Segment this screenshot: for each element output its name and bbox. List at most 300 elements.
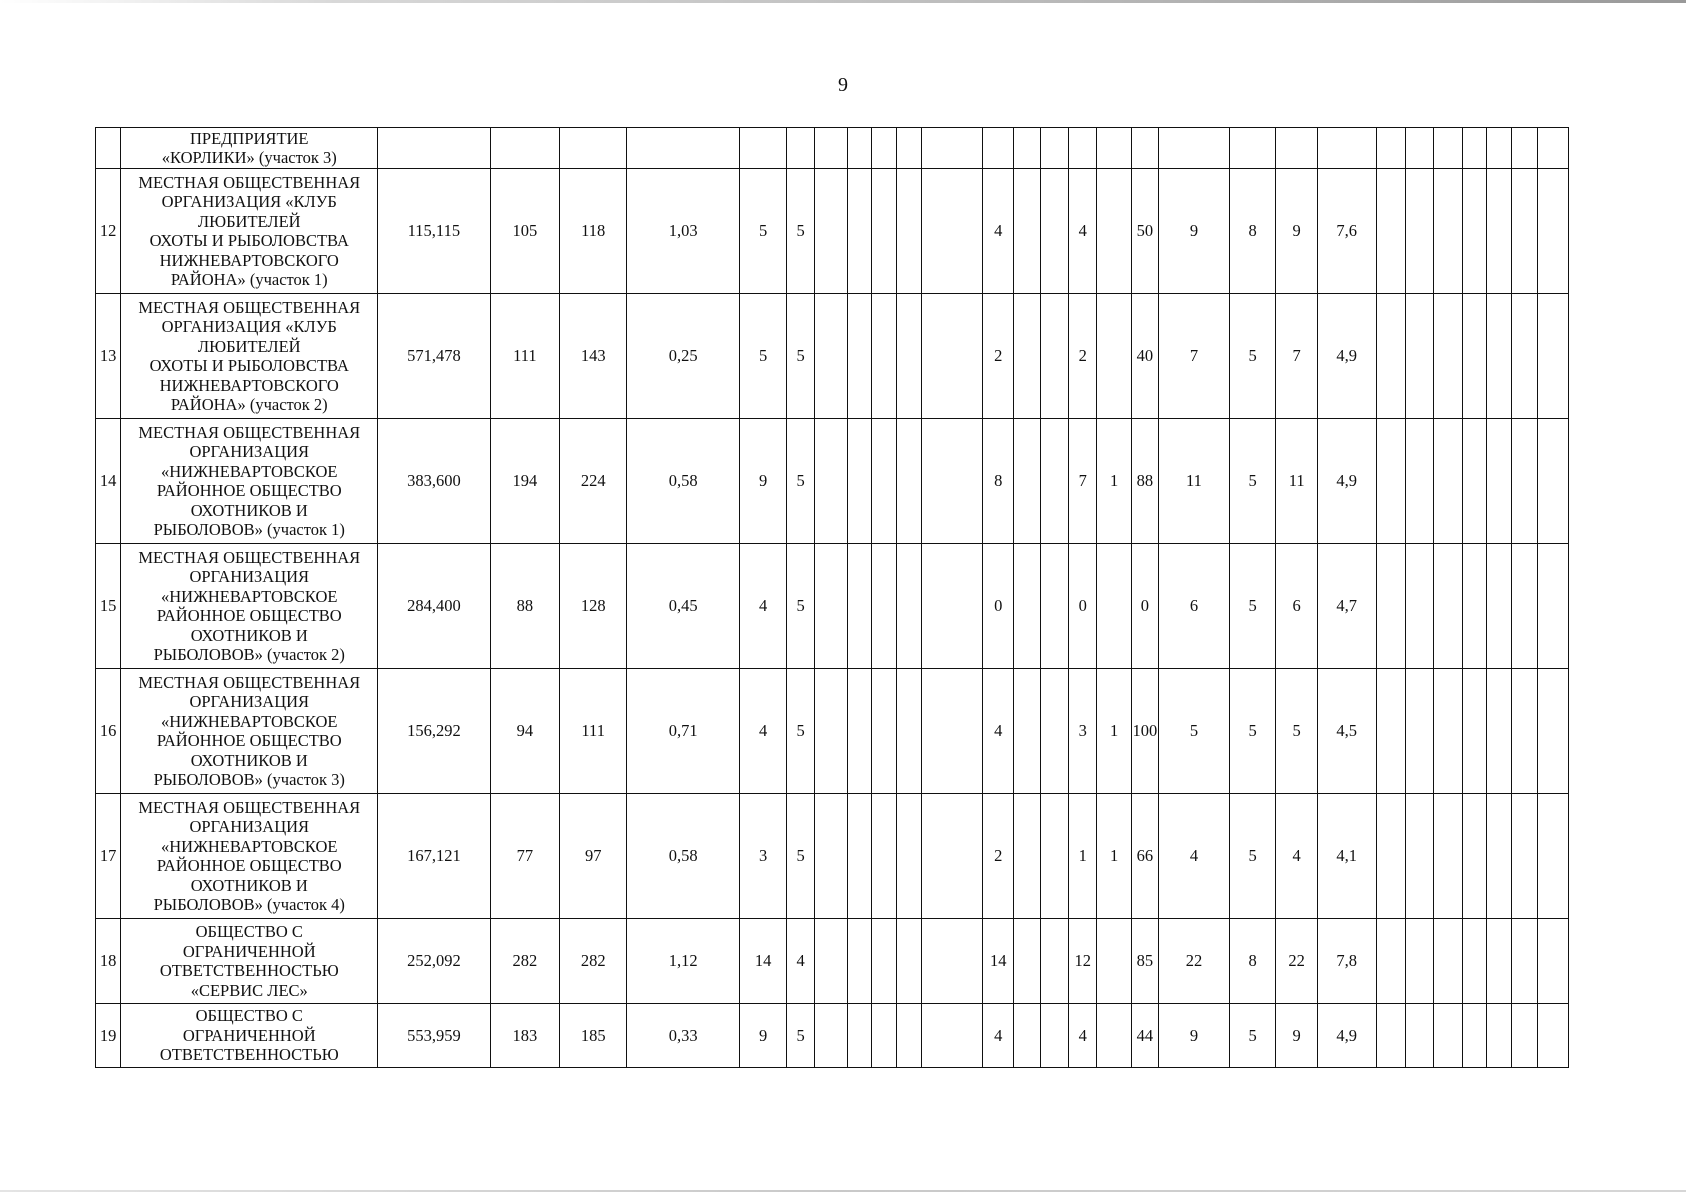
table-cell (1376, 169, 1405, 294)
table-cell (847, 1004, 871, 1068)
table-cell: 4,9 (1317, 294, 1376, 419)
table-cell: 5 (1229, 669, 1276, 794)
table-cell (1434, 919, 1462, 1004)
table-cell: 5 (1229, 794, 1276, 919)
table-cell (1376, 919, 1405, 1004)
table-cell: 4 (1069, 1004, 1097, 1068)
table-cell (897, 169, 922, 294)
table-cell: 7,6 (1317, 169, 1376, 294)
table-cell (1434, 669, 1462, 794)
table-cell: 9 (1159, 1004, 1230, 1068)
table-cell (1040, 669, 1068, 794)
table-cell (1097, 1004, 1131, 1068)
table-cell (1462, 419, 1486, 544)
table-cell (983, 128, 1014, 169)
organization-name-line: «КОРЛИКИ» (участок 3) (161, 148, 337, 167)
organization-name-line: ОРГАНИЗАЦИЯ «КЛУБ (161, 192, 337, 211)
organization-name-line: РАЙОНА» (участок 1) (170, 270, 328, 289)
table-cell: 143 (560, 294, 627, 419)
organization-name (121, 544, 378, 669)
organization-name-line: РАЙОННОЕ ОБЩЕСТВО (156, 731, 342, 750)
table-cell (1434, 294, 1462, 419)
table-cell: 5 (1229, 1004, 1276, 1068)
table-cell (490, 128, 560, 169)
table-cell: 0 (983, 544, 1014, 669)
table-cell (1405, 919, 1433, 1004)
table-cell: 5 (786, 1004, 814, 1068)
table-cell (1405, 294, 1433, 419)
table-cell (847, 128, 871, 169)
table-cell (560, 128, 627, 169)
table-cell (1014, 794, 1040, 919)
table-row (96, 169, 1569, 294)
table-row (96, 919, 1569, 1004)
table-cell (1405, 669, 1433, 794)
table-cell (1014, 128, 1040, 169)
organization-name-line: РАЙОНА» (участок 2) (170, 395, 328, 414)
table-cell (1462, 544, 1486, 669)
table-cell (815, 169, 847, 294)
table-cell (786, 128, 814, 169)
table-cell (1538, 1004, 1569, 1068)
table-cell: 4 (983, 1004, 1014, 1068)
table-cell: 5 (786, 544, 814, 669)
organization-name-line: РАЙОННОЕ ОБЩЕСТВО (156, 481, 342, 500)
table-cell: 9 (1159, 169, 1230, 294)
table-cell: 100 (1131, 669, 1158, 794)
organization-name-line: ОРГАНИЗАЦИЯ (189, 567, 310, 586)
table-cell: 185 (560, 1004, 627, 1068)
table-cell (897, 294, 922, 419)
table-cell: 252,092 (378, 919, 490, 1004)
table-cell (922, 669, 983, 794)
table-cell (871, 919, 896, 1004)
table-cell (1538, 294, 1569, 419)
organization-name-line: «НИЖНЕВАРТОВСКОЕ (161, 461, 338, 481)
table-cell (1486, 919, 1511, 1004)
table-cell: 183 (490, 1004, 560, 1068)
table-cell (1512, 669, 1538, 794)
organization-name-line: НИЖНЕВАРТОВСКОГО (159, 375, 339, 395)
table-cell: 97 (560, 794, 627, 919)
table-row (96, 128, 1569, 169)
table-cell (1462, 794, 1486, 919)
table-cell: 94 (490, 669, 560, 794)
table-cell: 0,71 (627, 669, 740, 794)
table-cell: 85 (1131, 919, 1158, 1004)
organization-name-line: МЕСТНАЯ ОБЩЕСТВЕННАЯ (138, 797, 361, 817)
organization-name-line: РАЙОННОЕ ОБЩЕСТВО (156, 606, 342, 625)
organization-name-line: ЛЮБИТЕЛЕЙ (197, 211, 301, 231)
organization-name-line: НИЖНЕВАРТОВСКОГО (159, 250, 339, 270)
table-cell: 553,959 (378, 1004, 490, 1068)
table-cell: 6 (1159, 544, 1230, 669)
table-cell (897, 919, 922, 1004)
table-cell (1538, 669, 1569, 794)
table-cell (1512, 419, 1538, 544)
table-cell (1434, 419, 1462, 544)
organization-name-line: МЕСТНАЯ ОБЩЕСТВЕННАЯ (138, 297, 361, 317)
table-row (96, 669, 1569, 794)
table-cell (847, 169, 871, 294)
table-cell: 128 (560, 544, 627, 669)
table-cell: 40 (1131, 294, 1158, 419)
table-row (96, 1004, 1569, 1068)
table-cell: 4,9 (1317, 419, 1376, 544)
table-cell (922, 294, 983, 419)
table-cell: 0 (1131, 544, 1158, 669)
table-cell: 1 (1097, 794, 1131, 919)
table-cell: 66 (1131, 794, 1158, 919)
table-cell: 7 (1276, 294, 1317, 419)
organization-name-line: МЕСТНАЯ ОБЩЕСТВЕННАЯ (138, 672, 361, 692)
table-cell (1405, 794, 1433, 919)
table-cell (1376, 544, 1405, 669)
table-cell: 88 (1131, 419, 1158, 544)
table-cell (1538, 544, 1569, 669)
table-cell (1538, 169, 1569, 294)
table-cell (1512, 1004, 1538, 1068)
table-row (96, 419, 1569, 544)
table-cell (815, 128, 847, 169)
table-cell: 5 (786, 419, 814, 544)
organization-name-line: ОХОТНИКОВ И (190, 875, 308, 895)
table-cell: 11 (1276, 419, 1317, 544)
table-cell (1486, 544, 1511, 669)
table-cell (1014, 669, 1040, 794)
table-cell: 50 (1131, 169, 1158, 294)
table-cell (1317, 128, 1376, 169)
table-cell (1040, 128, 1068, 169)
organization-name-line: ОРГАНИЗАЦИЯ (189, 817, 310, 836)
table-cell: 383,600 (378, 419, 490, 544)
table-cell (1014, 419, 1040, 544)
table-cell (1486, 294, 1511, 419)
table-cell (1434, 794, 1462, 919)
table-cell: 4 (1276, 794, 1317, 919)
organization-name-line: ОХОТНИКОВ И (190, 500, 308, 520)
table-cell (922, 919, 983, 1004)
table-cell: 571,478 (378, 294, 490, 419)
organization-name-line: МЕСТНАЯ ОБЩЕСТВЕННАЯ (138, 547, 361, 567)
table-cell: 282 (490, 919, 560, 1004)
table-cell (1405, 1004, 1433, 1068)
table-cell (1276, 128, 1317, 169)
table-cell: 12 (1069, 919, 1097, 1004)
table-cell: 5 (740, 294, 787, 419)
organization-name-line: ОХОТНИКОВ И (190, 625, 308, 645)
table-cell (1376, 1004, 1405, 1068)
table-cell (378, 128, 490, 169)
table-cell (1512, 919, 1538, 1004)
table-cell: 4,7 (1317, 544, 1376, 669)
table-cell (1159, 128, 1230, 169)
table-cell: 5 (786, 669, 814, 794)
table-cell (1538, 128, 1569, 169)
organization-name-line: РЫБОЛОВОВ» (участок 2) (153, 645, 345, 664)
organization-name-line: МЕСТНАЯ ОБЩЕСТВЕННАЯ (138, 422, 361, 442)
row-number: 14 (96, 419, 121, 544)
table-cell (1462, 294, 1486, 419)
table-cell: 1 (1069, 794, 1097, 919)
organization-name (121, 669, 378, 794)
table-cell (1538, 919, 1569, 1004)
table-cell (847, 294, 871, 419)
organization-name-line: «НИЖНЕВАРТОВСКОЕ (161, 586, 338, 606)
table-cell: 2 (983, 794, 1014, 919)
table-cell: 77 (490, 794, 560, 919)
organization-name-line: ОТВЕТСТВЕННОСТЬЮ (159, 961, 339, 980)
table-cell (1512, 169, 1538, 294)
table-cell (871, 294, 896, 419)
table-cell (897, 544, 922, 669)
organization-name-line: ОХОТЫ И РЫБОЛОВСТВА (149, 356, 349, 375)
table-cell: 5 (1229, 544, 1276, 669)
table-cell: 7 (1159, 294, 1230, 419)
table-cell (1376, 419, 1405, 544)
table-cell (1376, 669, 1405, 794)
table-cell (1405, 544, 1433, 669)
table-cell (815, 544, 847, 669)
row-number: 19 (96, 1004, 121, 1068)
table-cell (1486, 169, 1511, 294)
table-cell: 5 (786, 169, 814, 294)
table-cell: 9 (1276, 1004, 1317, 1068)
table-cell (1486, 669, 1511, 794)
table-cell: 5 (786, 794, 814, 919)
table-cell: 14 (740, 919, 787, 1004)
table-cell: 11 (1159, 419, 1230, 544)
organization-name-line: ОХОТЫ И РЫБОЛОВСТВА (149, 231, 349, 250)
row-number: 15 (96, 544, 121, 669)
table-cell (922, 128, 983, 169)
table-cell (1434, 128, 1462, 169)
table-cell (1512, 794, 1538, 919)
organization-name (121, 919, 378, 1004)
table-cell: 8 (1229, 919, 1276, 1004)
organization-name (121, 128, 378, 169)
table-cell: 5 (1159, 669, 1230, 794)
organization-name-line: ОБЩЕСТВО С (195, 1006, 303, 1026)
table-cell (1040, 919, 1068, 1004)
table-cell (1040, 794, 1068, 919)
table-cell (1462, 919, 1486, 1004)
table-cell: 105 (490, 169, 560, 294)
organization-name (121, 169, 378, 294)
table-cell: 0,25 (627, 294, 740, 419)
table-cell (1097, 128, 1131, 169)
table-cell (815, 669, 847, 794)
table-cell (847, 419, 871, 544)
table-cell: 1 (1097, 669, 1131, 794)
table-cell (897, 419, 922, 544)
organization-name-line: ОГРАНИЧЕННОЙ (182, 941, 316, 961)
table-row (96, 794, 1569, 919)
table-cell: 4 (786, 919, 814, 1004)
table-cell: 22 (1159, 919, 1230, 1004)
organization-name-line: РЫБОЛОВОВ» (участок 3) (153, 770, 345, 789)
organization-name-line: ЛЮБИТЕЛЕЙ (197, 336, 301, 356)
table-cell: 4 (983, 169, 1014, 294)
table-cell: 3 (1069, 669, 1097, 794)
table-cell (1040, 1004, 1068, 1068)
table-cell (1040, 169, 1068, 294)
table-row (96, 294, 1569, 419)
table-row (96, 544, 1569, 669)
table-cell (1131, 128, 1158, 169)
table-cell (627, 128, 740, 169)
table-cell (922, 169, 983, 294)
organization-name-line: «СЕРВИС ЛЕС» (190, 980, 308, 1000)
table-cell (871, 794, 896, 919)
table-cell: 1 (1097, 419, 1131, 544)
table-cell: 4,9 (1317, 1004, 1376, 1068)
table-cell (871, 419, 896, 544)
organization-name (121, 419, 378, 544)
table-cell: 194 (490, 419, 560, 544)
table-cell: 7 (1069, 419, 1097, 544)
table-cell: 0 (1069, 544, 1097, 669)
table-cell (1014, 169, 1040, 294)
table-cell: 111 (560, 669, 627, 794)
row-number (96, 128, 121, 169)
table-cell (897, 128, 922, 169)
table-cell (922, 1004, 983, 1068)
table-cell: 22 (1276, 919, 1317, 1004)
organization-name-line: МЕСТНАЯ ОБЩЕСТВЕННАЯ (138, 172, 361, 192)
table-cell (1462, 169, 1486, 294)
table-cell: 2 (983, 294, 1014, 419)
table-cell (1097, 544, 1131, 669)
table-cell (1462, 669, 1486, 794)
table-cell (1434, 1004, 1462, 1068)
table-cell: 3 (740, 794, 787, 919)
table-cell (847, 919, 871, 1004)
table-cell (1097, 919, 1131, 1004)
table-cell (1405, 419, 1433, 544)
table-cell (1405, 128, 1433, 169)
table-cell: 115,115 (378, 169, 490, 294)
table-cell (815, 419, 847, 544)
table-cell: 0,58 (627, 419, 740, 544)
table-cell: 282 (560, 919, 627, 1004)
table-cell (1486, 794, 1511, 919)
table-cell (897, 1004, 922, 1068)
organization-name-line: ОРГАНИЗАЦИЯ (189, 442, 310, 461)
organization-name-line: ОГРАНИЧЕННОЙ (182, 1025, 316, 1045)
table-cell: 7,8 (1317, 919, 1376, 1004)
organization-name-line: ОХОТНИКОВ И (190, 750, 308, 770)
table-cell (1486, 419, 1511, 544)
table-cell: 5 (1276, 669, 1317, 794)
table-cell: 9 (1276, 169, 1317, 294)
table-cell (1538, 419, 1569, 544)
row-number: 18 (96, 919, 121, 1004)
table-cell: 4 (983, 669, 1014, 794)
organization-name (121, 294, 378, 419)
table-cell (1376, 128, 1405, 169)
table-cell (847, 794, 871, 919)
table-cell: 1,03 (627, 169, 740, 294)
table-cell: 4 (1159, 794, 1230, 919)
page-number: 9 (838, 74, 848, 96)
table-cell (1512, 544, 1538, 669)
table-cell (1405, 169, 1433, 294)
table-cell (1014, 1004, 1040, 1068)
table-cell (847, 544, 871, 669)
table-cell (1512, 128, 1538, 169)
table-cell (922, 544, 983, 669)
table-cell: 156,292 (378, 669, 490, 794)
table-cell (922, 794, 983, 919)
table-cell: 4 (740, 669, 787, 794)
table-cell: 4,1 (1317, 794, 1376, 919)
table-cell: 118 (560, 169, 627, 294)
hunting-grounds-table (95, 127, 1569, 1068)
table-cell (871, 669, 896, 794)
table-cell (1434, 544, 1462, 669)
table-cell (1434, 169, 1462, 294)
table-cell (897, 669, 922, 794)
table-cell (1486, 1004, 1511, 1068)
organization-name-line: ОТВЕТСТВЕННОСТЬЮ (159, 1045, 339, 1065)
table-cell (1486, 128, 1511, 169)
table-cell: 14 (983, 919, 1014, 1004)
organization-name (121, 794, 378, 919)
table-cell (740, 128, 787, 169)
table-cell: 8 (1229, 169, 1276, 294)
table-cell: 2 (1069, 294, 1097, 419)
row-number: 12 (96, 169, 121, 294)
row-number: 16 (96, 669, 121, 794)
table-cell: 4,5 (1317, 669, 1376, 794)
table-cell: 88 (490, 544, 560, 669)
table-cell (1040, 419, 1068, 544)
organization-name-line: «НИЖНЕВАРТОВСКОЕ (161, 836, 338, 856)
table-cell: 1,12 (627, 919, 740, 1004)
table-cell (1229, 128, 1276, 169)
table-cell (871, 169, 896, 294)
table-cell (1069, 128, 1097, 169)
table-cell: 6 (1276, 544, 1317, 669)
row-number: 13 (96, 294, 121, 419)
table-cell (1376, 294, 1405, 419)
table-cell (815, 294, 847, 419)
table-cell: 4 (740, 544, 787, 669)
scan-top-edge (0, 0, 1686, 3)
table-cell (1462, 1004, 1486, 1068)
table-cell: 111 (490, 294, 560, 419)
table-cell (1512, 294, 1538, 419)
table-cell (1014, 919, 1040, 1004)
table-cell (815, 794, 847, 919)
table-cell: 167,121 (378, 794, 490, 919)
row-number: 17 (96, 794, 121, 919)
organization-name-line: ОБЩЕСТВО С (195, 922, 303, 941)
table-cell (897, 794, 922, 919)
table-cell (1538, 794, 1569, 919)
table-cell (871, 544, 896, 669)
organization-name-line: «НИЖНЕВАРТОВСКОЕ (161, 711, 338, 731)
organization-name-line: ОРГАНИЗАЦИЯ (189, 692, 310, 711)
table-cell (1376, 794, 1405, 919)
table-cell (1014, 294, 1040, 419)
table-cell (1040, 544, 1068, 669)
table-cell: 5 (740, 169, 787, 294)
organization-name-line: РАЙОННОЕ ОБЩЕСТВО (156, 856, 342, 875)
table-cell (871, 1004, 896, 1068)
table-cell (1097, 294, 1131, 419)
